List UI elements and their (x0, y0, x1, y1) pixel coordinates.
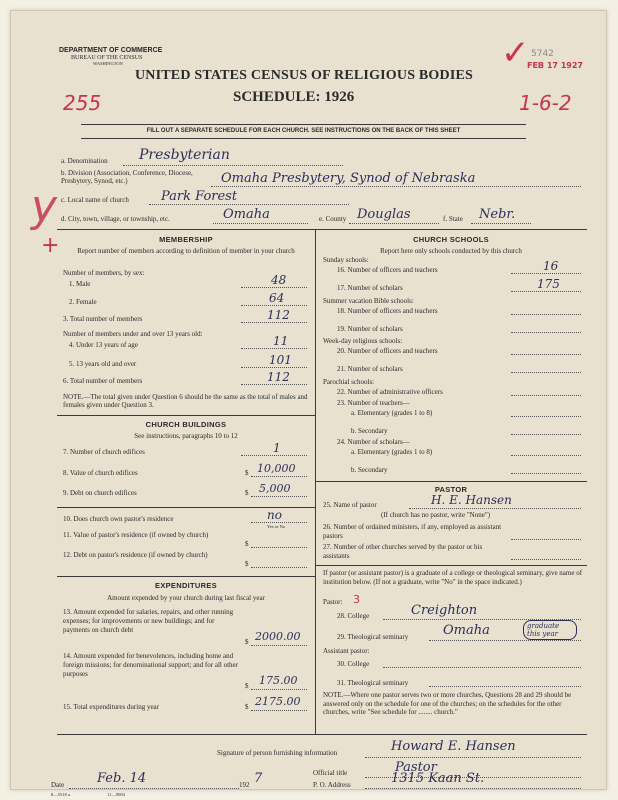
q2-label: 2. Female (69, 298, 97, 306)
yes-no-hint: Yes or No (267, 524, 286, 529)
form-code-2: 11—9084 (107, 792, 125, 797)
margin-number: 255 (63, 91, 102, 115)
q2-value: 64 (269, 291, 285, 305)
signature-value: Howard E. Hansen (391, 739, 516, 754)
q25-note: (If church has no pastor, write "None") (381, 511, 491, 519)
year-value: 7 (254, 771, 263, 786)
membership-intro: Report number of members according to definition of member in your church (77, 247, 295, 255)
q6-label: 6. Total number of members (63, 377, 143, 385)
schools-intro: Report here only schools conducted by this church (380, 247, 522, 255)
q9-value: 5,000 (259, 482, 291, 495)
q5-value: 101 (269, 353, 292, 367)
q10-label: 10. Does church own pastor's residence (63, 515, 174, 523)
q11-label: 11. Value of pastor's residence (if owned by church) (63, 531, 209, 539)
church-name-value: Park Forest (161, 189, 238, 204)
q21-label: 21. Number of scholars (337, 365, 403, 373)
instruction-banner: FILL OUT A SEPARATE SCHEDULE FOR EACH CHURCH. SEE INSTRUCTIONS ON THE BACK OF THIS SHEET (146, 128, 461, 134)
q5-label: 5. 13 years old and over (69, 360, 137, 368)
address-value: 1315 Kaan St. (391, 771, 485, 786)
q27-label: 27. Number of other churches served by the pastor or his assistants (323, 543, 483, 560)
graduate-note: If pastor (or assistant pastor) is a graduate of a college or theological seminary, give name of institution below. (If not a graduate, write "No" in the space indicated.) (323, 569, 583, 586)
q3-label: 3. Total number of members (63, 315, 143, 323)
weekday-label: Week-day religious schools: (323, 337, 403, 345)
assistant-subheading: Assistant pastor: (323, 647, 370, 655)
q24b-label: b. Secondary (351, 466, 388, 474)
q24-label: 24. Number of scholars— (337, 438, 410, 446)
form-code: 8—5518 a (51, 792, 70, 797)
q12-label: 12. Debt on pastor's residence (if owned by church) (63, 551, 208, 559)
q29-label: 29. Theological seminary (337, 633, 409, 641)
schedule-title: SCHEDULE: 1926 (233, 89, 355, 105)
q29-aside: graduate this year (523, 620, 577, 640)
parochial-label: Parochial schools: (323, 378, 375, 386)
q31-label: 31. Theological seminary (337, 679, 409, 687)
q9-label: 9. Debt on church edifices (63, 489, 137, 497)
by-age-label: Number of members under and over 13 years old: (63, 330, 203, 338)
date-value: Feb. 14 (97, 771, 147, 786)
q8-value: 10,000 (257, 462, 296, 475)
q23a-label: a. Elementary (grades 1 to 8) (351, 409, 433, 417)
church-name-label: c. Local name of church (61, 196, 129, 204)
q28-label: 28. College (337, 612, 370, 620)
division-value: Omaha Presbytery, Synod of Nebraska (221, 171, 476, 186)
state-value: Nebr. (479, 207, 516, 222)
pastor-title: PASTOR (434, 485, 468, 494)
q23-label: 23. Number of teachers— (337, 399, 410, 407)
address-label: P. O. Address (313, 781, 351, 789)
membership-title: MEMBERSHIP (159, 235, 213, 244)
q28-value: Creighton (411, 603, 478, 618)
q7-label: 7. Number of church edifices (63, 448, 145, 456)
bureau-label: BUREAU OF THE CENSUS (71, 55, 143, 61)
q24a-label: a. Elementary (grades 1 to 8) (351, 448, 433, 456)
q1-label: 1. Male (69, 280, 91, 288)
q13-label: 13. Amount expended for salaries, repairs, and other running expenses; for improvements or new buildings; and for payments on church debt (63, 608, 234, 634)
pastor-subheading: Pastor: (323, 598, 343, 606)
q22-label: 22. Number of administrative officers (337, 388, 443, 396)
q23b-label: b. Secondary (351, 427, 388, 435)
q4-label: 4. Under 13 years of age (69, 341, 138, 349)
q13-value: 2000.00 (255, 630, 301, 643)
q7-value: 1 (273, 441, 281, 455)
expenditures-intro: Amount expended by your church during last fiscal year (107, 594, 265, 602)
county-label: e. County (319, 215, 347, 223)
margin-code: 1-6-2 (519, 91, 572, 115)
q1-value: 48 (271, 273, 287, 287)
q4-value: 11 (273, 334, 289, 348)
q25-label: 25. Name of pastor (323, 501, 377, 509)
schools-title: CHURCH SCHOOLS (413, 235, 489, 244)
county-value: Douglas (357, 207, 411, 222)
q10-value: no (267, 508, 282, 522)
q14-value: 175.00 (259, 674, 298, 687)
census-schedule: DEPARTMENT OF COMMERCE BUREAU OF THE CENSUS WASHINGTON UNITED STATES CENSUS OF RELIGIOUS BODIES SCHEDULE: 1926 FILL OUT A SEPARATE SCHEDULE FOR EACH CHURCH. SEE INSTRUCTIONS ON THE BACK OF THIS SHEET 5742 FEB 17 1927 ✓ 255 1-6-2 y + a. Denomination Presbyterian b. Division (Association, Conference, Diocese, Presbytery, Synod, etc.) Omaha Presbytery, Synod of Nebraska c. Local name of church Park Forest d. City, town, village, or township, etc. Omaha e. County Douglas f. State Nebr. MEMBERSHIP Report number of members according to definition of member in your church Number of members, by sex: 1. Male 48 2. Female 64 3. Total number of members 112 Number of members under and over 13 years old: 4. Under 13 years of age 11 5. 13 years old and over 101 6. Total number of members 112 NOTE.—The total given under Question 6 should be the same as the total of males and females given under Question 3. CHURCH BUILDINGS See instructions, paragraphs 10 to 12 7. Number of church edifices 1 8. Value of church edifices $ 10,000 9. Debt on church edifices $ 5,000 10. Does church own pastor's residence no Yes or No 11. Value of pastor's residence (if owned by church) $ 12. Debt on pastor's residence (if owned by church) $ EXPENDITURES Amount expended by your church during last fiscal year 13. Amount expended for salaries, repairs, and other running expenses; for improvements or new buildings; and for payments on church debt $ 2000.00 14. Amount expended for benevolences, including home and foreign missions; for denominational support; and for all other purposes $ 175.00 15. Total expenditures during year $ 2175.00 CHURCH SCHOOLS Report here only schools conducted by this church Sunday schools: 16. Number of officers and teachers 16 17. Number of scholars 175 Summer vacation Bible schools: 18. Number of officers and teachers 19. Number of scholars Week-day religious schools: 20. Number of officers and teachers 21. Number of scholars Parochial schools: 22. Number of administrative officers 23. Number of teachers— a. Elementary (grades 1 to 8) b. Secondary 24. Number of scholars— a. Elementary (grades 1 to 8) b. Secondary PASTOR 25. Name of pastor H. E. Hansen (If church has no pastor, write "None") 26. Number of ordained ministers, if any, employed as assistant pastors 27. Number of other churches served by the pastor or his assistants If pastor (or assistant pastor) is a graduate of a college or theological seminary, give name of institution below. (If not a graduate, write "No" in the space indicated.) Pastor: 3 28. College Creighton 29. Theological seminary Omaha graduate this year Assistant pastor: 30. College 31. Theological seminary NOTE.—Where one pastor serves two or more churches, Questions 28 and 29 should be answered only on the schedule for one of the churches; on the schedules for the other churches, write "See schedule for ........ church." Signature of person furnishing information Howard E. Hansen Official title Pastor Date Feb. 14 192 7 P. O. Address 1315 Kaan St. 8—5518 a 11—9084 (10, 10, 607, 790)
membership-note: NOTE.—The total given under Question 6 should be the same as the total of males and females given under Question 3. (63, 393, 308, 409)
department-label: DEPARTMENT OF COMMERCE (59, 47, 163, 54)
expenditures-title: EXPENDITURES (155, 581, 217, 590)
year-prefix: 192 (239, 781, 250, 789)
official-title-label: Official title (313, 769, 348, 777)
q6-value: 112 (267, 370, 290, 384)
buildings-title: CHURCH BUILDINGS (145, 420, 227, 429)
q18-label: 18. Number of officers and teachers (337, 307, 438, 315)
division-label: b. Division (Association, Conference, Diocese, Presbytery, Synod, etc.) (61, 169, 193, 185)
q26-label: 26. Number of ordained ministers, if any, employed as assistant pastors (323, 523, 502, 540)
q17-value: 175 (537, 277, 560, 291)
city-label: WASHINGTON (93, 61, 123, 66)
buildings-instr: See instructions, paragraphs 10 to 12 (134, 432, 238, 440)
q16-label: 16. Number of officers and teachers (337, 266, 438, 274)
q3-value: 112 (267, 308, 290, 322)
summer-label: Summer vacation Bible schools: (323, 297, 414, 305)
form-title: UNITED STATES CENSUS OF RELIGIOUS BODIES (135, 68, 474, 83)
q29-value: Omaha (443, 623, 490, 638)
stamp-date: FEB 17 1927 (527, 61, 583, 70)
signature-label: Signature of person furnishing information (217, 749, 338, 757)
check-mark-icon: ✓ (501, 33, 530, 73)
denomination-value: Presbyterian (139, 147, 230, 163)
q14-label: 14. Amount expended for benevolences, including home and foreign missions; for denominational support; and for all other purposes (63, 652, 238, 678)
sunday-label: Sunday schools: (323, 256, 369, 264)
stamp-number: 5742 (531, 49, 554, 59)
date-label: Date (51, 781, 65, 789)
pastor-note: NOTE.—Where one pastor serves two or more churches, Questions 28 and 29 should be answered only on the schedule for one of the churches; on the schedules for the other churches, write "See schedule for ........ church." (323, 691, 572, 716)
q8-label: 8. Value of church edifices (63, 469, 138, 477)
margin-x-mark: + (41, 233, 60, 258)
denomination-label: a. Denomination (61, 157, 108, 165)
q15-label: 15. Total expenditures during year (63, 703, 159, 711)
by-sex-label: Number of members, by sex: (63, 269, 145, 277)
q17-label: 17. Number of scholars (337, 284, 403, 292)
official-title-value: Pastor (395, 760, 437, 775)
q15-value: 2175.00 (255, 695, 301, 708)
q16-value: 16 (543, 259, 559, 273)
q19-label: 19. Number of scholars (337, 325, 403, 333)
state-label: f. State (443, 215, 463, 223)
city-field-label: d. City, town, village, or township, etc. (61, 215, 170, 223)
q25-value: H. E. Hansen (431, 493, 512, 507)
pastor-red-mark: 3 (353, 593, 360, 606)
city-field-value: Omaha (223, 207, 270, 222)
q20-label: 20. Number of officers and teachers (337, 347, 438, 355)
margin-mark: y (31, 181, 58, 232)
q30-label: 30. College (337, 660, 370, 668)
